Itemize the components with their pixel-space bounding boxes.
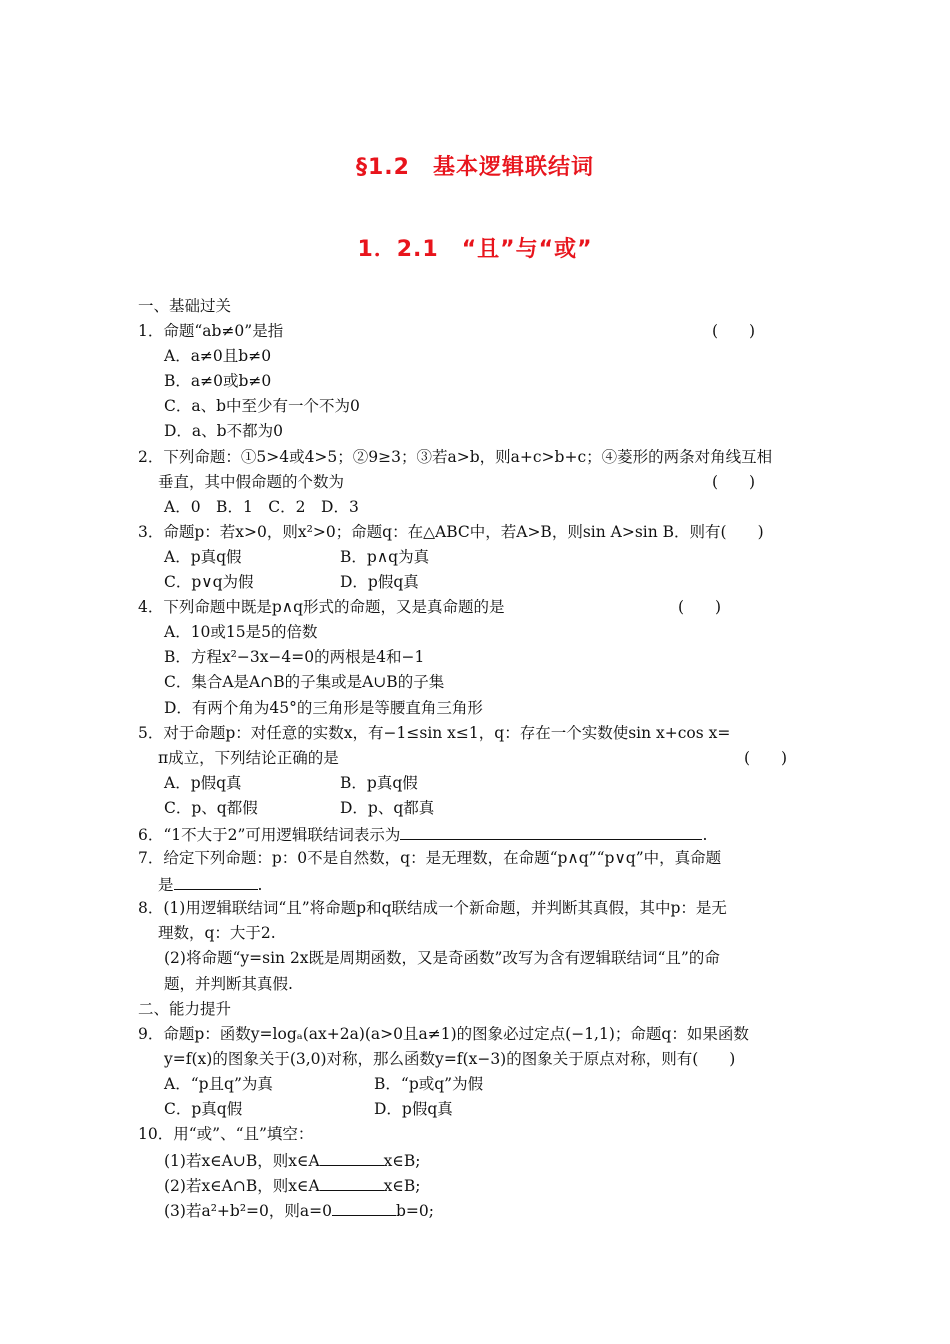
option-a: A．“p且q”为真 [164, 1074, 273, 1093]
question-7-text: 是 [158, 876, 174, 895]
question-6-stem: 6．“1不大于2”可用逻辑联结词表示为 [138, 825, 401, 844]
section-heading-advanced: 二、能力提升 [138, 999, 232, 1018]
option-row [138, 796, 814, 821]
answer-paren: ( ) [712, 322, 756, 341]
question-3: 3．命题p：若x>0，则x²>0；命题q：在△ABC中，若A>B，则sin A>sin B．则有( ) [138, 522, 764, 541]
question-8-line-2: 理数，q：大于2. [158, 924, 276, 943]
option-b: B．p∧q为真 [340, 547, 430, 566]
question-5-line-2 [138, 746, 814, 771]
question-8-line-1: 8．(1)用逻辑联结词“且”将命题p和q联结成一个新命题，并判断其真假，其中p：是无 [138, 899, 727, 918]
option-row [138, 1072, 814, 1097]
answer-blank[interactable] [320, 1172, 384, 1191]
question-2-options: A．0 B．1 C．2 D．3 [164, 497, 359, 516]
option-b: B．p真q假 [340, 773, 418, 792]
question-5-text: π成立，下列结论正确的是 [158, 748, 339, 767]
question-6 [138, 821, 814, 846]
exercise-body [138, 294, 814, 1222]
option-b: B．“p或q”为假 [374, 1074, 484, 1093]
option-row [138, 771, 814, 796]
question-4-stem: 4．下列命题中既是p∧q形式的命题，又是真命题的是 [138, 598, 505, 617]
part-text: (2)若x∈A∩B，则x∈A [164, 1177, 320, 1196]
option-row [138, 570, 814, 595]
answer-paren: ( ) [712, 472, 756, 491]
part-text: b=0; [395, 1202, 434, 1221]
question-5-line-1: 5．对于命题p：对任意的实数x，有−1≤sin x≤1，q：存在一个实数使sin x+cos x= [138, 723, 731, 742]
option-d: D．有两个角为45°的三角形是等腰直角三角形 [164, 698, 483, 717]
part-text: x∈B; [383, 1152, 421, 1171]
answer-blank[interactable] [320, 1147, 384, 1166]
option-row [138, 545, 814, 570]
answer-paren: ( ) [744, 748, 788, 767]
question-4 [138, 595, 814, 620]
period: . [702, 825, 708, 844]
option-c: C．a、b中至少有一个不为0 [164, 397, 360, 416]
option-c: C．p∨q为假 [164, 573, 254, 592]
option-d: D．p假q真 [374, 1100, 453, 1118]
question-2-line-1: 2．下列命题：①5>4或4>5；②9≥3；③若a>b，则a+c>b+c；④菱形的两条对角线互相 [138, 447, 773, 466]
part-text: (3)若a²+b²=0，则a=0 [164, 1202, 332, 1221]
period: . [257, 876, 263, 895]
option-c: C．集合A是A∩B的子集或是A∪B的子集 [164, 673, 445, 692]
question-2-line-2 [138, 470, 814, 495]
option-c: C．p、q都假 [164, 798, 258, 817]
option-d: D．a、b不都为0 [164, 422, 283, 441]
part-text: (1)若x∈A∪B，则x∈A [164, 1152, 320, 1171]
option-d: D．p假q真 [340, 573, 419, 592]
question-9-line-2: y=f(x)的图象关于(3,0)对称，那么函数y=f(x−3)的图象关于原点对称，则有( ) [164, 1049, 736, 1068]
answer-paren: ( ) [678, 598, 722, 617]
section-title: §1.2 基本逻辑联结词 [356, 155, 594, 180]
answer-blank[interactable] [400, 821, 702, 840]
option-c: C．p真q假 [164, 1100, 243, 1118]
option-a: A．10或15是5的倍数 [164, 623, 318, 642]
part-text: x∈B; [383, 1177, 421, 1196]
question-8-line-3: (2)将命题“y=sin 2x既是周期函数，又是奇函数”改写为含有逻辑联结词“且”的命 [164, 949, 720, 968]
option-a: A．p假q真 [164, 773, 242, 792]
question-10: 10．用“或”、“且”填空： [138, 1125, 314, 1144]
answer-blank[interactable] [332, 1197, 396, 1216]
subsection-title: 1．2.1 “且”与“或” [357, 237, 593, 262]
section-heading-basic: 一、基础过关 [138, 297, 232, 315]
question-10-part-2 [138, 1172, 814, 1197]
option-a: A．a≠0且b≠0 [164, 347, 272, 366]
question-2-text: 垂直，其中假命题的个数为 [158, 472, 345, 491]
question-10-part-3 [138, 1197, 814, 1222]
question-1 [138, 319, 814, 344]
question-7-line-1: 7．给定下列命题：p：0不是自然数，q：是无理数，在命题“p∧q”“p∨q”中，真命题 [138, 849, 722, 868]
option-a: A．p真q假 [164, 547, 242, 566]
question-7-line-2 [138, 871, 814, 896]
option-d: D．p、q都真 [340, 798, 435, 817]
answer-blank[interactable] [174, 871, 258, 890]
question-9-line-1: 9．命题p：函数y=logₐ(ax+2a)(a>0且a≠1)的图象必过定点(−1,1)；命题q：如果函数 [138, 1024, 749, 1043]
option-b: B．a≠0或b≠0 [164, 372, 272, 391]
question-1-stem: 1．命题“ab≠0”是指 [138, 322, 284, 341]
question-10-part-1 [138, 1147, 814, 1172]
question-8-line-4: 题，并判断其真假. [164, 974, 293, 993]
option-row [138, 1097, 814, 1122]
option-b: B．方程x²−3x−4=0的两根是4和−1 [164, 648, 425, 667]
